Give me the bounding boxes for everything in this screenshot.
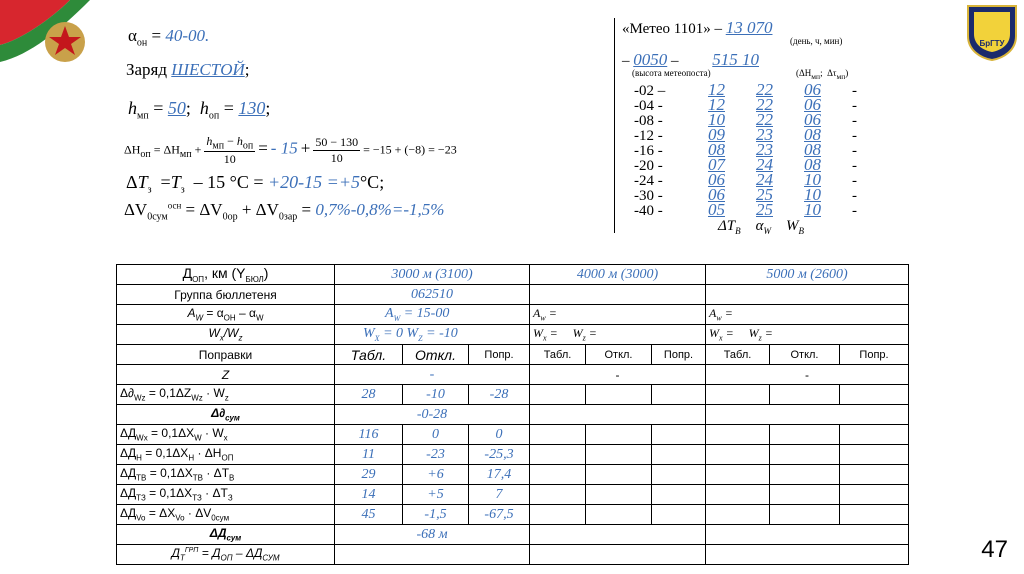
meteo-value-w: 08 <box>804 155 821 174</box>
alpha-on-formula: $\alpha_{он} = 40-00$. <box>128 26 210 49</box>
firing-data-table <box>116 264 909 565</box>
meteo-value-t: 12 <box>708 80 725 99</box>
meteo-datetime: 13 070 <box>725 18 773 37</box>
charge-value: ШЕСТОЙ <box>171 60 245 79</box>
meteo-value-w: 08 <box>804 125 821 144</box>
meteo-height: -30 - <box>634 188 663 204</box>
meteo-height: -02 – <box>634 83 666 99</box>
table-row: $Д_Т^{ГРП} = Д_{ОП} - \Delta Д_{СУМ}$ <box>117 545 909 565</box>
h-mp-value: 50 <box>167 98 186 118</box>
meteo-value-a: 22 <box>756 80 773 99</box>
meteo-value-t: 09 <box>708 125 725 144</box>
meteo-height: -16 - <box>634 143 663 159</box>
meteo-value-a: 25 <box>756 185 773 204</box>
delta-tz-calc: +20-15 = <box>268 172 339 192</box>
meteo-row: -04 - 12 22 06 - <box>634 95 857 114</box>
charge-line: Заряд ШЕСТОЙ; <box>126 60 250 79</box>
svg-text:БрГТУ: БрГТУ <box>979 39 1005 48</box>
table-row: Поправки Табл. Откл. Попр. Табл. Откл. Попр. Табл. Откл. Попр. <box>117 345 909 365</box>
page-number: 47 <box>981 536 1008 563</box>
meteo-height: -40 - <box>634 203 663 219</box>
meteo-station-line: – 0050 – 515 10 <box>622 50 759 69</box>
meteo-value-a: 22 <box>756 110 773 129</box>
table-row: $Д_{ОП}$, км $(Y_{БЮЛ})$ 3000 м (3100) 4000 м (3000) 5000 м (2600) <box>117 265 909 285</box>
meteo-value-t: 06 <box>708 185 725 204</box>
delta-h-value: - 15 <box>270 138 298 158</box>
meteo-value-a: 25 <box>756 200 773 219</box>
meteo-value-w: 10 <box>804 170 821 189</box>
delta-v-formula: $\Delta V_{0сум}^{осн} = \Delta V_{0ор} + \Delta V_{0зар} = 0,7\%-0,8\%=-1,5\%$ <box>124 200 445 223</box>
meteo-row: -24 - 06 24 10 - <box>634 170 857 189</box>
meteo-value-a: 22 <box>756 95 773 114</box>
table-row: $\Delta Д_{ТВ} = 0,1\Delta X_{ТВ} \cdot \Delta T_В$ 29 +6 17,4 <box>117 465 909 485</box>
meteo-value-a: 23 <box>756 125 773 144</box>
table-row: $A_W = \alpha_{ОН} - \alpha_W$ $A_W = 15-00$ $A_w$ = $A_w$ = <box>117 305 909 325</box>
alpha-on-value: 40-00. <box>165 26 210 45</box>
meteo-row: -02 – 12 22 06 - <box>634 80 857 99</box>
delta-h-formula: $\Delta H_{оп} = \Delta H_{мп}$ + $\frac{h_{мп} - h_{оп}}{10}$ = - 15 + $\frac{50 - 130}{10}$ = −15 + (−8) = −23 <box>124 134 457 167</box>
meteo-value-t: 07 <box>708 155 725 174</box>
meteo-value-a: 24 <box>756 170 773 189</box>
table-row: Z - - - <box>117 365 909 385</box>
meteo-divider <box>614 18 615 233</box>
table-row: $\Delta Д_{ТЗ} = 0,1\Delta X_{ТЗ} \cdot \Delta T_З$ 14 +5 7 <box>117 485 909 505</box>
meteo-value-t: 05 <box>708 200 725 219</box>
meteo-value-w: 08 <box>804 140 821 159</box>
meteo-value-w: 10 <box>804 185 821 204</box>
meteo-height: -12 - <box>634 128 663 144</box>
meteo-height: -08 - <box>634 113 663 129</box>
delta-v-value: 0,7%-0,8%=-1,5% <box>315 200 445 219</box>
table-row: $\Delta\partial_{сум}$ -0-28 <box>117 405 909 425</box>
meteo-value-w: 06 <box>804 95 821 114</box>
meteo-footer: $\Delta T_В$ $\alpha_W$ $W_В$ <box>718 218 805 236</box>
meteo-row: -20 - 07 24 08 - <box>634 155 857 174</box>
meteo-value-t: 08 <box>708 140 725 159</box>
meteo-title: «Метео 1101» – 13 070 <box>622 18 773 37</box>
heights-line: $h_{мп} = 50$; $h_{оп} = 130$; <box>128 98 271 122</box>
table-row: $\Delta Д_{Vo} = \Delta X_{Vo} \cdot \Delta V_{0сум}$ 45 -1,5 -67,5 <box>117 505 909 525</box>
table-row: $\Delta\partial_{Wz} = 0,1\Delta Z_{Wz} \cdot W_z$ 28 -10 -28 <box>117 385 909 405</box>
meteo-row: -16 - 08 23 08 - <box>634 140 857 159</box>
meteo-height: -04 - <box>634 98 663 114</box>
meteo-value-t: 10 <box>708 110 725 129</box>
meteo-height: -24 - <box>634 173 663 189</box>
table-row: $W_x/W_z$ $W_X = 0$ $W_Z = -10$ $W_x$ = $W_z$ = $W_x$ = $W_z$ = <box>117 325 909 345</box>
meteo-value-w: 06 <box>804 110 821 129</box>
meteo-value-t: 12 <box>708 95 725 114</box>
meteo-value-t: 06 <box>708 170 725 189</box>
meteo-value-a: 24 <box>756 155 773 174</box>
table-row: $\Delta Д_{сум}$ -68 м <box>117 525 909 545</box>
meteo-row: -12 - 09 23 08 - <box>634 125 857 144</box>
meteo-row: -08 - 10 22 06 - <box>634 110 857 129</box>
h-op-value: 130 <box>238 98 266 118</box>
university-crest-logo <box>964 2 1020 62</box>
meteo-row: -30 - 06 25 10 - <box>634 185 857 204</box>
table-row: Группа бюллетеня 062510 <box>117 285 909 305</box>
table-row: $\Delta Д_{Wx} = 0,1\Delta X_W \cdot W_x$ 116 0 0 <box>117 425 909 445</box>
table-row: $\Delta Д_H = 0,1\Delta X_H \cdot \Delta H_{ОП}$ 11 -23 -25,3 <box>117 445 909 465</box>
delta-tz-formula: $\Delta T_з =T_з - 15$ °C = +20-15 =+5°C; <box>126 172 385 196</box>
belarus-flag-emblem <box>0 0 110 75</box>
meteo-value-a: 23 <box>756 140 773 159</box>
meteo-value-w: 10 <box>804 200 821 219</box>
meteo-value-w: 06 <box>804 80 821 99</box>
meteo-row: -40 - 05 25 10 - <box>634 200 857 219</box>
meteo-height: -20 - <box>634 158 663 174</box>
